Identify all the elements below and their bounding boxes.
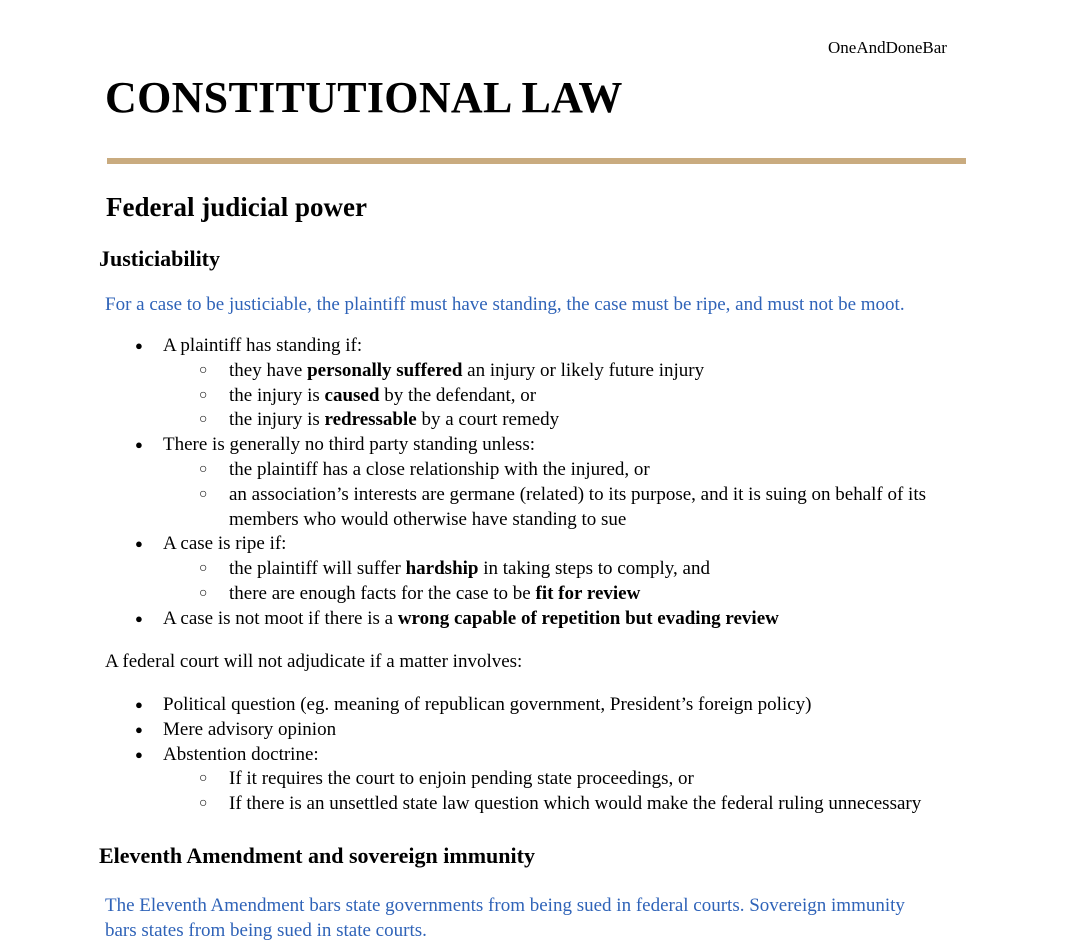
adjudicate-list <box>103 693 921 817</box>
list-item: ○ an association’s interests are germane (related) to its purpose, and it is suing on behalf of its members who would otherwise have standing to sue <box>103 483 926 533</box>
title-divider <box>107 158 966 164</box>
list-item: ● A plaintiff has standing if: <box>103 334 926 359</box>
section-heading: Federal judicial power <box>106 192 367 222</box>
list-item: ○ the plaintiff has a close relationship with the injured, or <box>103 458 926 483</box>
list-item: ● There is generally no third party standing unless: <box>103 433 926 458</box>
list-item: ○ they have personally suffered an injury or likely future injury <box>103 359 926 384</box>
list-item: ● Political question (eg. meaning of republican government, President’s foreign policy) <box>103 693 921 718</box>
justiciability-heading: Justiciability <box>99 246 221 271</box>
document-title: CONSTITUTIONAL LAW <box>105 73 623 122</box>
list-item: ○ the injury is caused by the defendant, or <box>103 384 926 409</box>
list-item: ● A case is not moot if there is a wrong capable of repetition but evading review <box>103 607 926 632</box>
list-item: ○ If there is an unsettled state law question which would make the federal ruling unnecessary <box>103 792 921 817</box>
list-item: ● A case is ripe if: <box>103 532 926 557</box>
eleventh-amendment-text: The Eleventh Amendment bars state governments from being sued in federal courts. Sovereign immunity bars states from being sued in state courts. <box>105 895 905 941</box>
list-item: ○ the plaintiff will suffer hardship in taking steps to comply, and <box>103 557 926 582</box>
list-item: ● Mere advisory opinion <box>103 718 921 743</box>
list-item: ● Abstention doctrine: <box>103 743 921 768</box>
eleventh-amendment-heading: Eleventh Amendment and sovereign immunity <box>99 843 535 868</box>
adjudicate-intro: A federal court will not adjudicate if a matter involves: <box>105 651 523 672</box>
list-item: ○ If it requires the court to enjoin pending state proceedings, or <box>103 767 921 792</box>
list-item: ○ there are enough facts for the case to be fit for review <box>103 582 926 607</box>
brand-label: OneAndDoneBar <box>828 38 947 57</box>
justiciability-list <box>103 334 926 632</box>
justiciability-intro: For a case to be justiciable, the plaintiff must have standing, the case must be ripe, and must not be moot. <box>105 294 905 315</box>
list-item: ○ the injury is redressable by a court remedy <box>103 408 926 433</box>
